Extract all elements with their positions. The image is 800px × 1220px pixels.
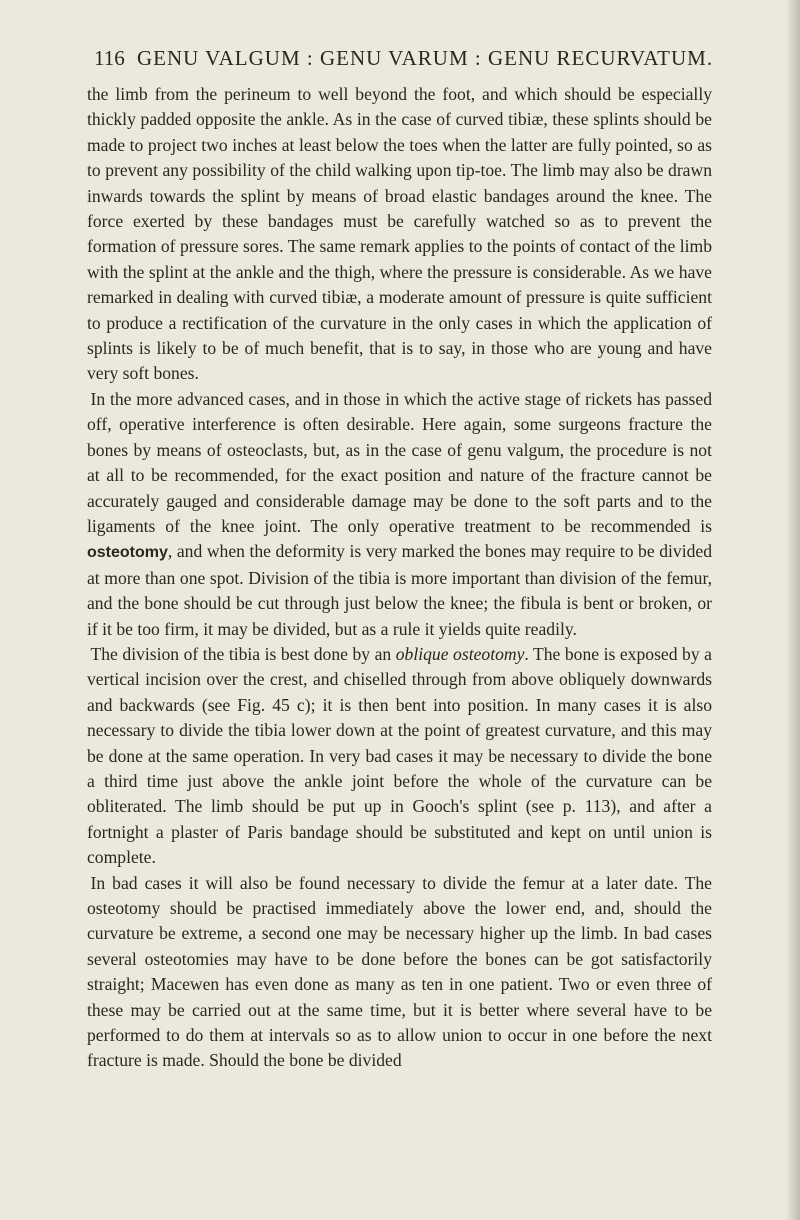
running-head: [94, 46, 714, 71]
text-segment: . The bone is exposed by a vertical incision over the crest, and chiselled through from above obliquely downwards and backwards (see Fig. 45 c); it is then bent into position. In many cases it is also necessary to divide the tibia lower down at the point of greatest curvature, and this may be done at the same operation. In very bad cases it may be necessary to divide the bone a third time just above the ankle joint before the whole of the curvature can be obliterated. The limb should be put up in Gooch's splint (see p. 113), and after a fortnight a plaster of Paris bandage should be substituted and kept on until union is complete.: [87, 643, 712, 868]
page-number: 116: [94, 46, 125, 70]
text-segment: the limb from the perineum to well beyond the foot, and which should be especially thickly padded opposite the ankle. As in the case of curved tibiæ, these splints should be made to project two inches at least below the toes when the latter are fully pointed, so as to prevent any possibility of the child walking upon tip-toe. The limb may also be drawn inwards towards the splint by means of broad elastic bandages around the knee. The force exerted by these bandages must be carefully watched so as to prevent the formation of pressure sores. The same remark applies to the points of contact of the limb with the splint at the ankle and the thigh, where the pressure is considerable. As we have remarked in dealing with curved tibiæ, a moderate amount of pressure is quite sufficient to produce a rectification of the curvature in the only cases in which the application of splints is likely to be of much benefit, that is to say, in those who are young and have very soft bones.: [87, 84, 712, 384]
paragraph: [87, 871, 712, 1074]
paragraph: [87, 82, 712, 387]
text-segment: The division of the tibia is best done by an: [90, 643, 396, 664]
paragraph: [87, 642, 712, 871]
italic-term: oblique osteotomy: [395, 643, 525, 664]
chapter-title: GENU VALGUM : GENU VARUM : GENU RECURVATUM.: [136, 46, 714, 70]
text-segment: In bad cases it will also be found necessary to divide the femur at a later date. The osteotomy should be practised immediately above the lower end, and, should the curvature be extreme, a second one may be necessary higher up the limb. In bad cases several osteotomies may have to be done before the bones can be got satisfactorily straight; Macewen has even done as many as ten in one patient. Two or even three of these may be carried out at the same time, but it is better where several have to be performed to do them at intervals so as to allow union to occur in one before the next fracture is made. Should the bone be divided: [87, 872, 712, 1071]
text-segment: In the more advanced cases, and in those in which the active stage of rickets has passed off, operative interference is often desirable. Here again, some surgeons fracture the bones by means of osteoclasts, but, as in the case of genu valgum, the procedure is not at all to be recommended, for the exact position and nature of the fracture cannot be accurately gauged and considerable damage may be done to the soft parts and to the ligaments of the knee joint. The only operative treatment to be recommended is: [87, 388, 712, 536]
page-edge-shadow: [786, 0, 800, 1220]
body-text: [87, 82, 712, 1074]
paragraph: [87, 387, 712, 642]
text-segment: , and when the deformity is very marked the bones may require to be divided at more than one spot. Division of the tibia is more important than division of the femur, and the bone should be cut through just below the knee; the fibula is bent or broken, or if it be too firm, it may be divided, but as a rule it yields quite readily.: [87, 541, 712, 639]
bold-term: osteotomy: [87, 544, 168, 562]
